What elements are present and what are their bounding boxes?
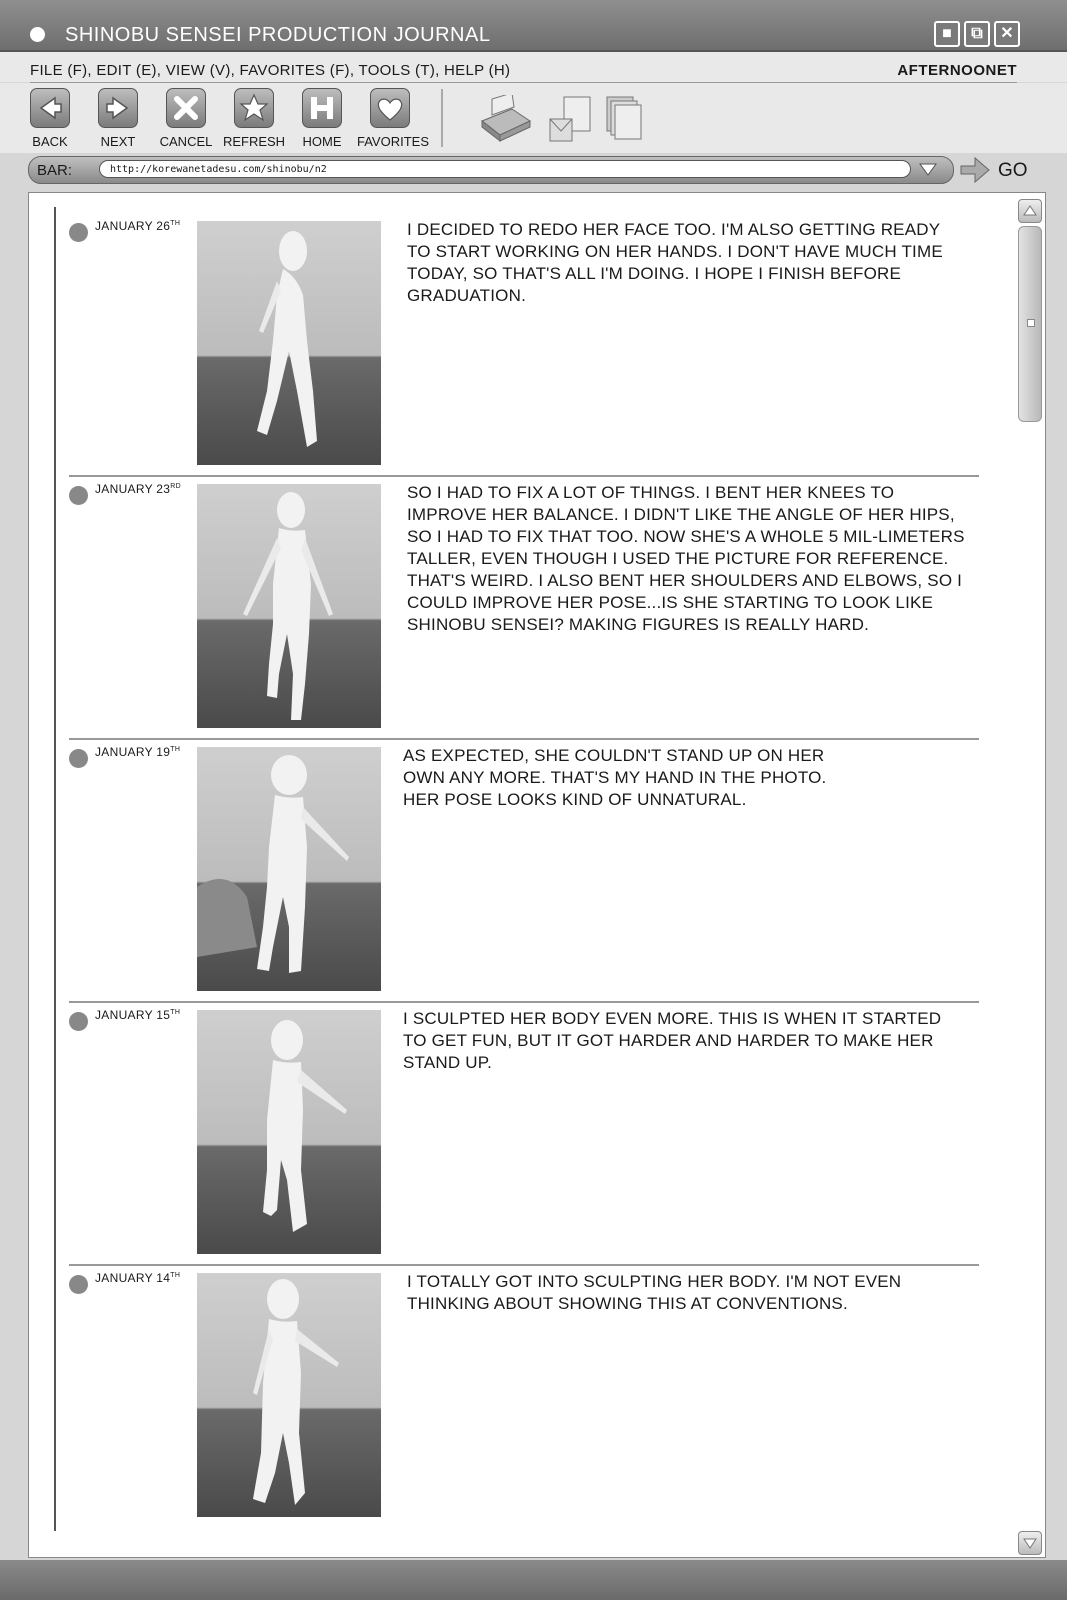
star-icon [234, 88, 274, 128]
figure-photo [197, 1010, 381, 1254]
address-bar-label: BAR: [37, 162, 73, 179]
favorites-button[interactable] [357, 88, 429, 149]
toolbar [0, 83, 1067, 153]
scroll-grip-icon [1027, 319, 1035, 327]
menu-items[interactable]: FILE (F), EDIT (E), VIEW (V), FAVORITES (F), TOOLS (T), HELP (H) [30, 62, 511, 79]
journal-entry [69, 1265, 1027, 1530]
close-button[interactable]: ✕ [994, 21, 1020, 47]
figure-photo [197, 221, 381, 465]
home-label: HOME [302, 134, 342, 149]
cancel-x-icon [166, 88, 206, 128]
entry-text: AS EXPECTED, SHE COULDN'T STAND UP ON HER OWN ANY MORE. THAT'S MY HAND IN THE PHOTO. HER POSE LOOKS KIND OF UNNATURAL. [403, 746, 827, 809]
url-dropdown-icon[interactable] [914, 159, 942, 179]
brand-label: AFTERNOONET [897, 62, 1017, 79]
journal-entry [69, 1002, 1027, 1267]
home-button[interactable] [289, 88, 355, 149]
mail-icon[interactable] [548, 95, 594, 150]
entry-bullet-icon [69, 486, 88, 505]
journal-content [28, 192, 1046, 1558]
cancel-label: CANCEL [159, 134, 213, 149]
refresh-label: REFRESH [222, 134, 286, 149]
next-button[interactable] [85, 88, 151, 149]
entry-text: SO I HAD TO FIX A LOT OF THINGS. I BENT HER KNEES TO IMPROVE HER BALANCE. I DIDN'T LIKE THE ANGLE OF HER HIPS, SO I HAD TO FIX THAT TOO. NOW SHE'S A WHOLE 5 MIL-LIMETERS TALLER, EVEN THOUGH I USED THE PICTURE FOR REFERENCE. THAT'S WEIRD. I ALSO BENT HER SHOULDERS AND ELBOWS, SO I COULD IMPROVE HER POSE...IS SHE STARTING TO LOOK LIKE SHINOBU SENSEI? MAKING FIGURES IS REALLY HARD. [407, 483, 965, 634]
next-label: NEXT [100, 134, 136, 149]
back-label: BACK [32, 134, 68, 149]
title-bar [0, 0, 1067, 52]
figure-photo [197, 747, 381, 991]
favorites-label: FAVORITES [357, 134, 429, 149]
entry-date: JANUARY 15TH [95, 1008, 181, 1022]
journal-entry [69, 739, 1027, 1004]
pages-icon[interactable] [605, 95, 645, 150]
back-arrow-icon [30, 88, 70, 128]
entry-bullet-icon [69, 1275, 88, 1294]
journal-entry [69, 213, 1027, 478]
scroll-down-button[interactable] [1018, 1531, 1042, 1555]
go-arrow-icon[interactable] [957, 154, 993, 191]
entry-text: I DECIDED TO REDO HER FACE TOO. I'M ALSO GETTING READY TO START WORKING ON HER HANDS. I DON'T HAVE MUCH TIME TODAY, SO THAT'S ALL I'M DOING. I HOPE I FINISH BEFORE GRADUATION. [407, 220, 943, 305]
entry-date: JANUARY 19TH [95, 745, 181, 759]
cancel-button[interactable] [153, 88, 219, 149]
minimize-button[interactable]: ■ [934, 21, 960, 47]
go-button[interactable]: GO [998, 160, 1028, 181]
toolbar-separator [441, 89, 443, 147]
left-rule [54, 207, 56, 1531]
scroll-up-button[interactable] [1018, 199, 1042, 223]
figure-photo [197, 1273, 381, 1517]
window-title: SHINOBU SENSEI PRODUCTION JOURNAL [65, 24, 491, 46]
entry-bullet-icon [69, 223, 88, 242]
restore-button[interactable]: ⧉ [964, 21, 990, 47]
entry-text: I TOTALLY GOT INTO SCULPTING HER BODY. I'M NOT EVEN THINKING ABOUT SHOWING THIS AT CONVENTIONS. [407, 1272, 902, 1313]
heart-icon [370, 88, 410, 128]
window-dot-icon [30, 27, 45, 42]
scrollbar-thumb[interactable] [1018, 226, 1042, 422]
address-bar [28, 156, 954, 184]
window-footer [0, 1560, 1067, 1600]
journal-entry [69, 476, 1027, 741]
figure-photo [197, 484, 381, 728]
entry-date: JANUARY 23RD [95, 482, 181, 496]
entry-date: JANUARY 14TH [95, 1271, 181, 1285]
refresh-button[interactable] [221, 88, 287, 149]
back-button[interactable] [17, 88, 83, 149]
entry-bullet-icon [69, 1012, 88, 1031]
menu-bar [0, 52, 1067, 82]
entry-text: I SCULPTED HER BODY EVEN MORE. THIS IS WHEN IT STARTED TO GET FUN, BUT IT GOT HARDER AND HARDER TO MAKE HER STAND UP. [403, 1009, 942, 1072]
next-arrow-icon [98, 88, 138, 128]
entry-bullet-icon [69, 749, 88, 768]
home-h-icon [302, 88, 342, 128]
url-input[interactable]: http://korewanetadesu.com/shinobu/n2 [99, 160, 911, 178]
entry-date: JANUARY 26TH [95, 219, 181, 233]
printer-icon[interactable] [478, 95, 534, 150]
